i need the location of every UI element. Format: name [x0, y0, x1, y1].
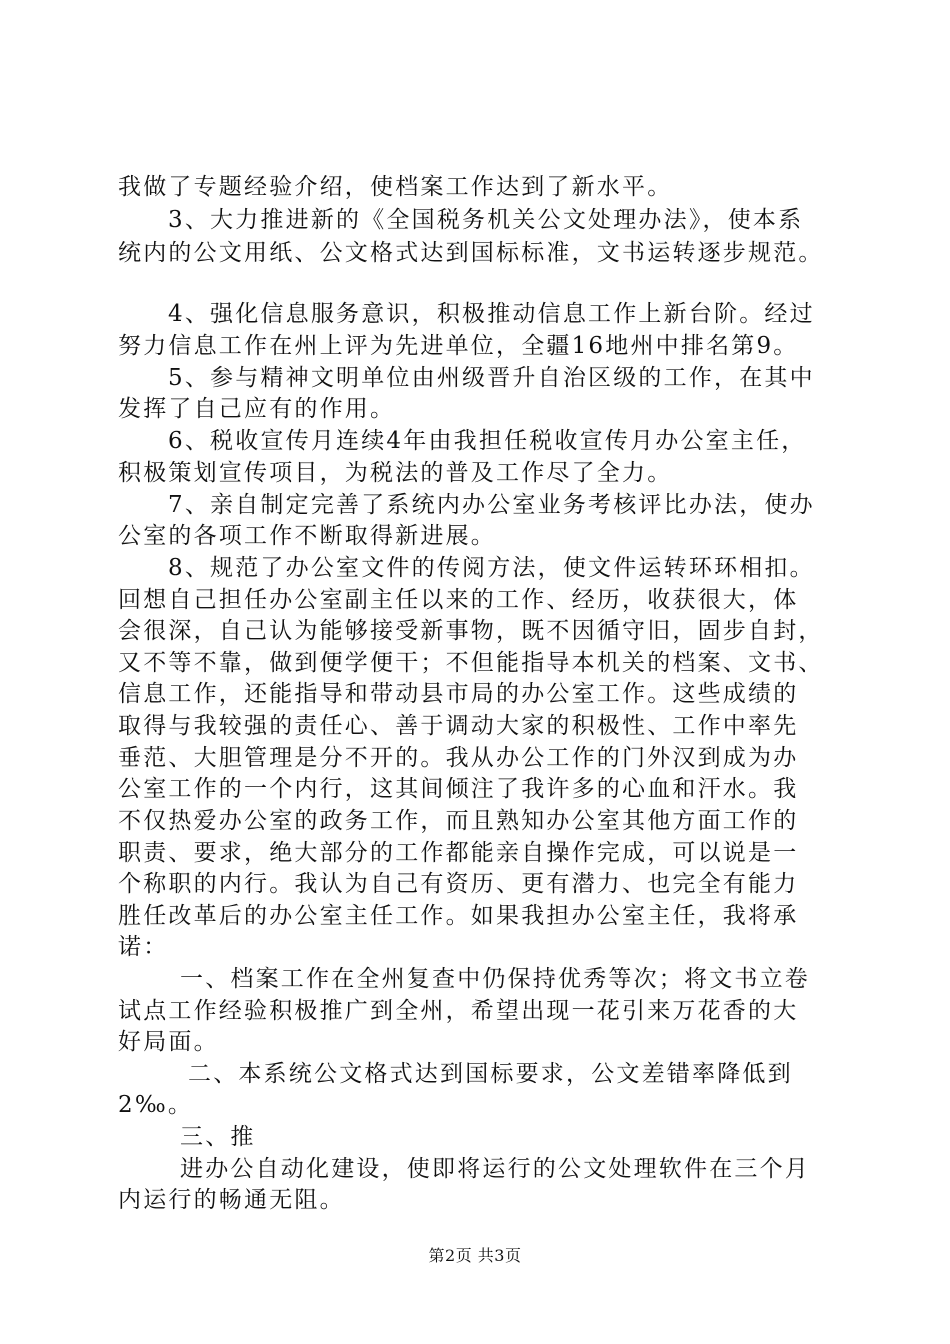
- paragraph-line: 试点工作经验积极推广到全州，希望出现一花引来万花香的大: [118, 998, 799, 1024]
- paragraph-line: 内运行的畅通无阻。: [118, 1187, 345, 1213]
- paragraph-line: 发挥了自己应有的作用。: [118, 396, 396, 422]
- paragraph-line: 会很深，自己认为能够接受新事物，既不因循守旧，固步自封，: [118, 618, 824, 644]
- paragraph-line: 积极策划宣传项目，为税法的普及工作尽了全力。: [118, 460, 673, 486]
- paragraph-line: 公室的各项工作不断取得新进展。: [118, 523, 496, 549]
- paragraph-line: 2‰。: [118, 1092, 194, 1118]
- paragraph-line: 5、参与精神文明单位由州级晋升自治区级的工作，在其中: [168, 365, 815, 391]
- paragraph-line: 7、亲自制定完善了系统内办公室业务考核评比办法，使办: [168, 492, 815, 518]
- paragraph-line: 6、税收宣传月连续4年由我担任税收宣传月办公室主任，: [168, 428, 807, 454]
- paragraph-line: 垂范、大胆管理是分不开的。我从办公工作的门外汉到成为办: [118, 745, 799, 771]
- paragraph-line: 好局面。: [118, 1029, 219, 1055]
- paragraph-line: 又不等不靠，做到便学便干；不但能指导本机关的档案、文书、: [118, 650, 824, 676]
- paragraph-line: 诺：: [118, 934, 169, 960]
- paragraph-line: 不仅热爱办公室的政务工作，而且熟知办公室其他方面工作的: [118, 808, 799, 834]
- page-number-footer: 第2页 共3页: [428, 1246, 522, 1265]
- paragraph-line: 公室工作的一个内行，这其间倾注了我许多的心血和汗水。我: [118, 776, 799, 802]
- paragraph-line: 3、大力推进新的《全国税务机关公文处理办法》，使本系: [168, 207, 804, 233]
- paragraph-line: 8、规范了办公室文件的传阅方法，使文件运转环环相扣。: [168, 555, 815, 581]
- paragraph-line: 我做了专题经验介绍，使档案工作达到了新水平。: [118, 174, 673, 200]
- paragraph-line: 努力信息工作在州上评为先进单位，全疆16地州中排名第9。: [118, 333, 799, 359]
- paragraph-line: 信息工作，还能指导和带动县市局的办公室工作。这些成绩的: [118, 681, 799, 707]
- paragraph-line: 二、本系统公文格式达到国标要求，公文差错率降低到: [188, 1061, 793, 1087]
- paragraph-line: 胜任改革后的办公室主任工作。如果我担办公室主任，我将承: [118, 903, 799, 929]
- paragraph-line: 4、强化信息服务意识，积极推动信息工作上新台阶。经过: [168, 301, 815, 327]
- paragraph-line: 统内的公文用纸、公文格式达到国标标准，文书运转逐步规范。: [118, 240, 824, 266]
- paragraph-line: 取得与我较强的责任心、善于调动大家的积极性、工作中率先: [118, 713, 799, 739]
- paragraph-line: 一、档案工作在全州复查中仍保持优秀等次；将文书立卷: [180, 966, 810, 992]
- paragraph-line: 三、推: [180, 1124, 256, 1150]
- paragraph-line: 个称职的内行。我认为自己有资历、更有潜力、也完全有能力: [118, 871, 799, 897]
- paragraph-line: 回想自己担任办公室副主任以来的工作、经历，收获很大，体: [118, 587, 799, 613]
- paragraph-line: 进办公自动化建设，使即将运行的公文处理软件在三个月: [180, 1156, 810, 1182]
- paragraph-line: 职责、要求，绝大部分的工作都能亲自操作完成，可以说是一: [118, 840, 799, 866]
